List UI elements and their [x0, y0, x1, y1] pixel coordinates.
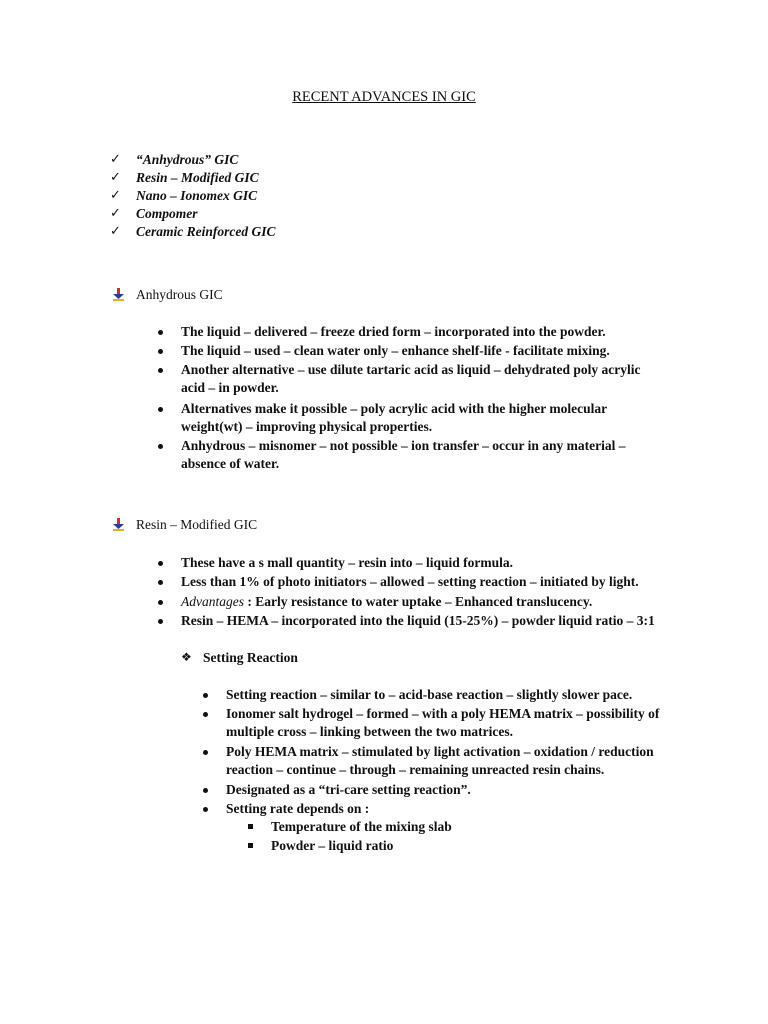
section-heading-anhydrous: Anhydrous GIC	[136, 287, 223, 302]
list-item: Alternatives make it possible – poly acrylic acid with the higher molecular	[181, 401, 608, 416]
list-item: Another alternative – use dilute tartaric acid as liquid – dehydrated poly acrylic	[181, 362, 641, 377]
list-item-continuation: acid – in powder.	[181, 380, 279, 395]
checklist-item: Resin – Modified GIC	[136, 170, 259, 185]
check-icon: ✓	[110, 151, 121, 166]
bullet-dot	[203, 807, 208, 812]
list-item-continuation: weight(wt) – improving physical properties.	[181, 419, 433, 434]
list-item-continuation: absence of water.	[181, 456, 280, 471]
checklist-item: Compomer	[136, 206, 198, 221]
list-item: Designated as a “tri-care setting reaction”.	[226, 782, 471, 797]
bullet-dot	[203, 693, 208, 698]
list-item: These have a s mall quantity – resin into – liquid formula.	[181, 555, 514, 570]
list-item: Poly HEMA matrix – stimulated by light activation – oxidation / reduction	[226, 744, 654, 759]
arrow-bullet-icon	[112, 287, 126, 301]
bullet-dot	[158, 580, 163, 585]
list-item: Anhydrous – misnomer – not possible – ion transfer – occur in any material –	[181, 438, 626, 453]
subsection-heading-setting-reaction: Setting Reaction	[203, 650, 298, 665]
bullet-dot	[158, 349, 163, 354]
bullet-dot	[203, 788, 208, 793]
bullet-dot	[158, 368, 163, 373]
list-item-continuation: multiple cross – linking between the two matrices.	[226, 724, 513, 739]
bullet-dot	[203, 750, 208, 755]
list-item: Less than 1% of photo initiators – allowed – setting reaction – initiated by light.	[181, 574, 639, 589]
square-bullet-icon	[248, 824, 253, 829]
arrow-bullet-icon	[112, 517, 126, 531]
list-item: Temperature of the mixing slab	[271, 819, 452, 834]
checklist-item: Nano – Ionomex GIC	[136, 188, 258, 203]
list-item-continuation: reaction – continue – through – remaining unreacted resin chains.	[226, 762, 605, 777]
list-item: Setting reaction – similar to – acid-base reaction – slightly slower pace.	[226, 687, 633, 702]
bullet-dot	[158, 619, 163, 624]
checklist-item: Ceramic Reinforced GIC	[136, 224, 276, 239]
check-icon: ✓	[110, 187, 121, 202]
diamond-bullet-icon: ❖	[181, 650, 192, 664]
list-item: Ionomer salt hydrogel – formed – with a poly HEMA matrix – possibility of	[226, 706, 660, 721]
check-icon: ✓	[110, 169, 121, 184]
bullet-dot	[158, 444, 163, 449]
list-item	[181, 593, 592, 611]
check-icon: ✓	[110, 205, 121, 220]
square-bullet-icon	[248, 843, 253, 848]
advantages-text: : Early resistance to water uptake – Enhanced translucency.	[244, 594, 593, 609]
list-item: The liquid – used – clean water only – enhance shelf-life - facilitate mixing.	[181, 343, 610, 358]
section-heading-resin-modified: Resin – Modified GIC	[136, 517, 258, 532]
bullet-dot	[158, 407, 163, 412]
list-item: Setting rate depends on :	[226, 801, 370, 816]
bullet-dot	[158, 600, 163, 605]
bullet-dot	[158, 561, 163, 566]
check-icon: ✓	[110, 223, 121, 238]
list-item: The liquid – delivered – freeze dried form – incorporated into the powder.	[181, 324, 606, 339]
bullet-dot	[158, 330, 163, 335]
checklist-item: “Anhydrous” GIC	[136, 152, 239, 167]
page-title: RECENT ADVANCES IN GIC	[292, 89, 476, 105]
bullet-dot	[203, 712, 208, 717]
list-item: Resin – HEMA – incorporated into the liquid (15-25%) – powder liquid ratio – 3:1	[181, 613, 655, 628]
list-item: Powder – liquid ratio	[271, 838, 394, 853]
advantages-label: Advantages	[181, 594, 244, 609]
